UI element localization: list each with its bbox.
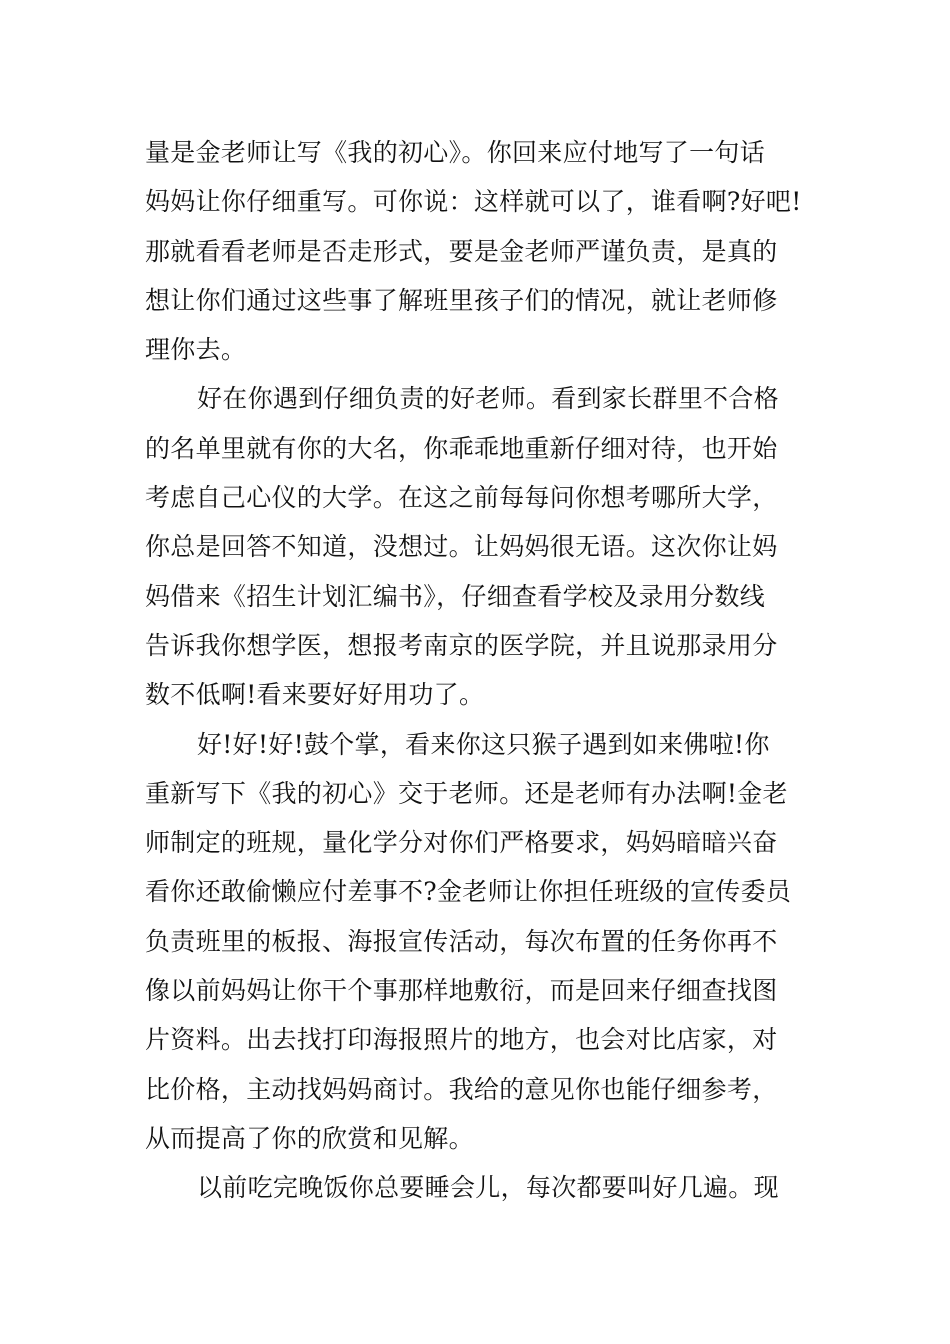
text-line: 理你去。	[145, 335, 247, 365]
text-line: 看你还敢偷懒应付差事不?金老师让你担任班级的宣传委员	[145, 877, 792, 907]
text-line: 那就看看老师是否走形式，要是金老师严谨负责，是真的	[145, 236, 778, 266]
text-line: 想让你们通过这些事了解班里孩子们的情况，就让老师修	[145, 285, 778, 315]
text-line: 负责班里的板报、海报宣传活动，每次布置的任务你再不	[145, 926, 778, 956]
text-line: 你总是回答不知道，没想过。让妈妈很无语。这次你让妈	[145, 532, 778, 562]
text-line: 妈借来《招生计划汇编书》，仔细查看学校及录用分数线	[145, 581, 766, 611]
text-line: 片资料。出去找打印海报照片的地方，也会对比店家，对	[145, 1025, 778, 1055]
text-line: 的名单里就有你的大名，你乖乖地重新仔细对待，也开始	[145, 433, 778, 463]
document-body	[145, 128, 815, 1213]
text-line: 重新写下《我的初心》交于老师。还是老师有办法啊!金老	[145, 778, 788, 808]
text-line: 好在你遇到仔细负责的好老师。看到家长群里不合格	[197, 384, 779, 414]
text-line: 以前吃完晚饭你总要睡会儿，每次都要叫好几遍。现	[197, 1173, 779, 1203]
text-line: 比价格，主动找妈妈商讨。我给的意见你也能仔细参考，	[145, 1074, 778, 1104]
text-line: 师制定的班规，量化学分对你们严格要求，妈妈暗暗兴奋	[145, 828, 778, 858]
text-line: 妈妈让你仔细重写。可你说：这样就可以了，谁看啊?好吧!	[145, 187, 802, 217]
text-line: 像以前妈妈让你干个事那样地敷衍，而是回来仔细查找图	[145, 976, 778, 1006]
text-line: 数不低啊!看来要好好用功了。	[145, 680, 485, 710]
text-line: 从而提高了你的欣赏和见解。	[145, 1123, 474, 1153]
text-line: 告诉我你想学医，想报考南京的医学院，并且说那录用分	[145, 630, 778, 660]
text-line: 好!好!好!鼓个掌，看来你这只猴子遇到如来佛啦!你	[197, 729, 770, 759]
text-line: 考虑自己心仪的大学。在这之前每每问你想考哪所大学，	[145, 483, 778, 513]
text-line: 量是金老师让写《我的初心》。你回来应付地写了一句话	[145, 138, 766, 167]
